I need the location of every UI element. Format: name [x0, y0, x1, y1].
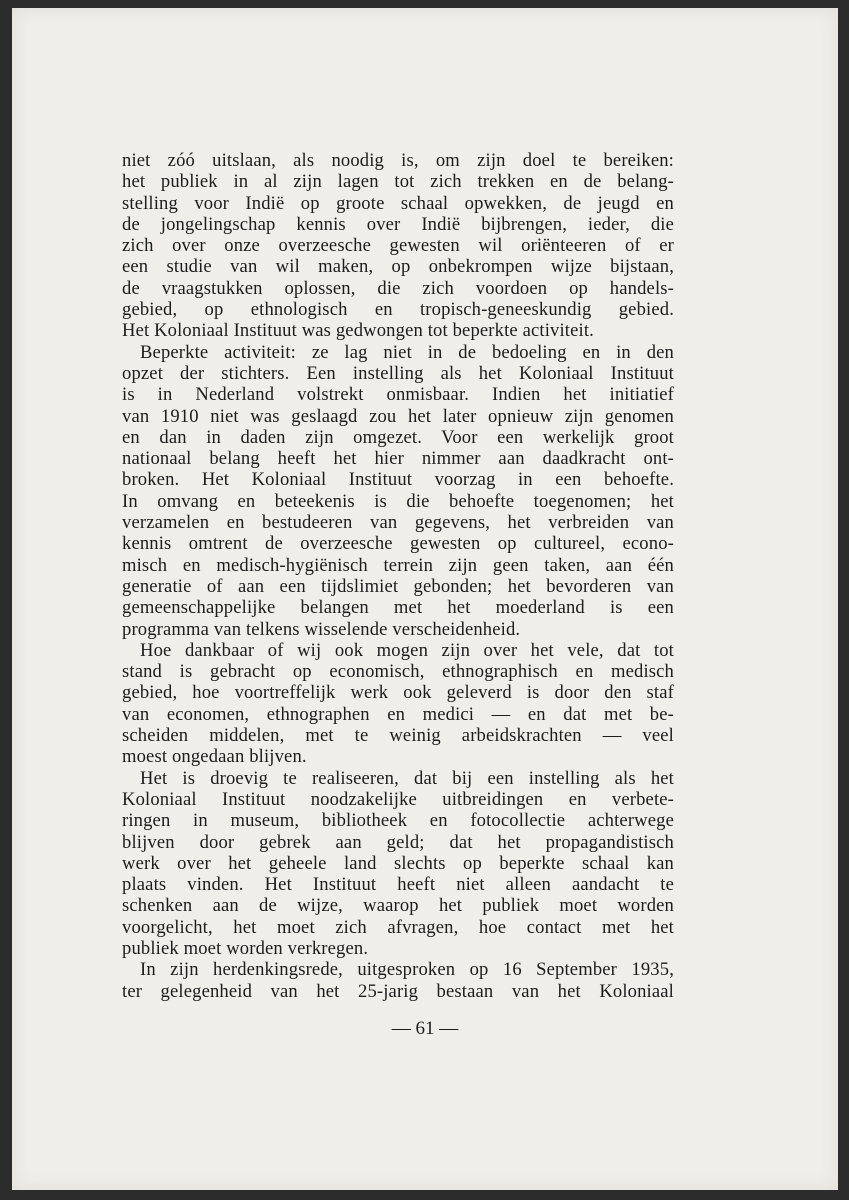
- text-line: scheiden middelen, met te weinig arbeidskrachten — veel: [122, 725, 674, 747]
- text-line: Het is droevig te realiseeren, dat bij een instelling als het: [140, 767, 674, 789]
- text-line: generatie of aan een tijdslimiet gebonden; het bevorderen van: [122, 575, 674, 597]
- paragraph: [122, 640, 674, 768]
- text-line: Het Koloniaal Instituut was gedwongen tot beperkte activiteit.: [122, 320, 594, 342]
- paragraph: [122, 342, 674, 640]
- text-line: van 1910 niet was geslaagd zou het later opnieuw zijn genomen: [122, 405, 674, 427]
- text-line: zich over onze overzeesche gewesten wil oriënteeren of er: [122, 235, 674, 257]
- text-line: de vraagstukken oplossen, die zich voordoen op handels-: [122, 277, 674, 299]
- text-line: blijven door gebrek aan geld; dat het propagandistisch: [122, 831, 674, 853]
- text-line: schenken aan de wijze, waarop het publiek moet worden: [122, 895, 674, 917]
- text-line: van economen, ethnographen en medici — en dat met be-: [122, 703, 674, 725]
- paragraph: [122, 768, 674, 960]
- text-line: misch en medisch-hygiënisch terrein zijn geen taken, aan één: [122, 554, 674, 576]
- paragraph: [122, 959, 674, 1002]
- text-line: gemeenschappelijke belangen met het moederland is een: [122, 597, 674, 619]
- text-line: publiek moet worden verkregen.: [122, 937, 369, 959]
- text-line: gebied, hoe voortreffelijk werk ook geleverd is door den staf: [122, 682, 674, 704]
- book-page: [12, 8, 838, 1190]
- text-line: ringen in museum, bibliotheek en fotocollectie achterwege: [122, 810, 674, 832]
- text-line: nationaal belang heeft het hier nimmer aan daadkracht ont-: [122, 448, 674, 470]
- text-line: moest ongedaan blijven.: [122, 746, 307, 768]
- text-line: verzamelen en bestudeeren van gegevens, het verbreiden van: [122, 512, 674, 534]
- text-line: stand is gebracht op economisch, ethnographisch en medisch: [122, 661, 674, 683]
- text-line: kennis omtrent de overzeesche gewesten op cultureel, econo-: [122, 533, 674, 555]
- text-line: stelling voor Indië op groote schaal opwekken, de jeugd en: [122, 192, 674, 214]
- text-line: programma van telkens wisselende verscheidenheid.: [122, 618, 521, 640]
- text-line: niet zóó uitslaan, als noodig is, om zijn doel te bereiken:: [122, 150, 674, 171]
- text-line: Beperkte activiteit: ze lag niet in de bedoeling en in den: [140, 341, 674, 363]
- text-line: ter gelegenheid van het 25-jarig bestaan van het Koloniaal: [122, 980, 674, 1002]
- text-line: een studie van wil maken, op onbekrompen wijze bijstaan,: [122, 256, 674, 278]
- paragraph: [122, 150, 674, 342]
- text-line: In zijn herdenkingsrede, uitgesproken op 16 September 1935,: [140, 959, 674, 981]
- text-line: het publiek in al zijn lagen tot zich trekken en de belang-: [122, 171, 674, 193]
- page-number: — 61 —: [391, 1018, 459, 1039]
- text-line: Koloniaal Instituut noodzakelijke uitbreidingen en verbete-: [122, 788, 674, 810]
- text-line: plaats vinden. Het Instituut heeft niet alleen aandacht te: [122, 874, 674, 896]
- text-line: Hoe dankbaar of wij ook mogen zijn over het vele, dat tot: [140, 639, 674, 661]
- text-line: is in Nederland volstrekt onmisbaar. Indien het initiatief: [122, 384, 674, 406]
- text-line: gebied, op ethnologisch en tropisch-geneeskundig gebied.: [122, 299, 674, 321]
- text-line: broken. Het Koloniaal Instituut voorzag in een behoefte.: [122, 469, 674, 491]
- text-line: de jongelingschap kennis over Indië bijbrengen, ieder, die: [122, 213, 674, 235]
- text-line: In omvang en beteekenis is die behoefte toegenomen; het: [122, 490, 674, 512]
- text-line: voorgelicht, het moet zich afvragen, hoe contact met het: [122, 916, 674, 938]
- text-line: opzet der stichters. Een instelling als het Koloniaal Instituut: [122, 362, 674, 384]
- body-text: [122, 150, 674, 1002]
- text-line: werk over het geheele land slechts op beperkte schaal kan: [122, 852, 674, 874]
- text-line: en dan in daden zijn omgezet. Voor een werkelijk groot: [122, 426, 674, 448]
